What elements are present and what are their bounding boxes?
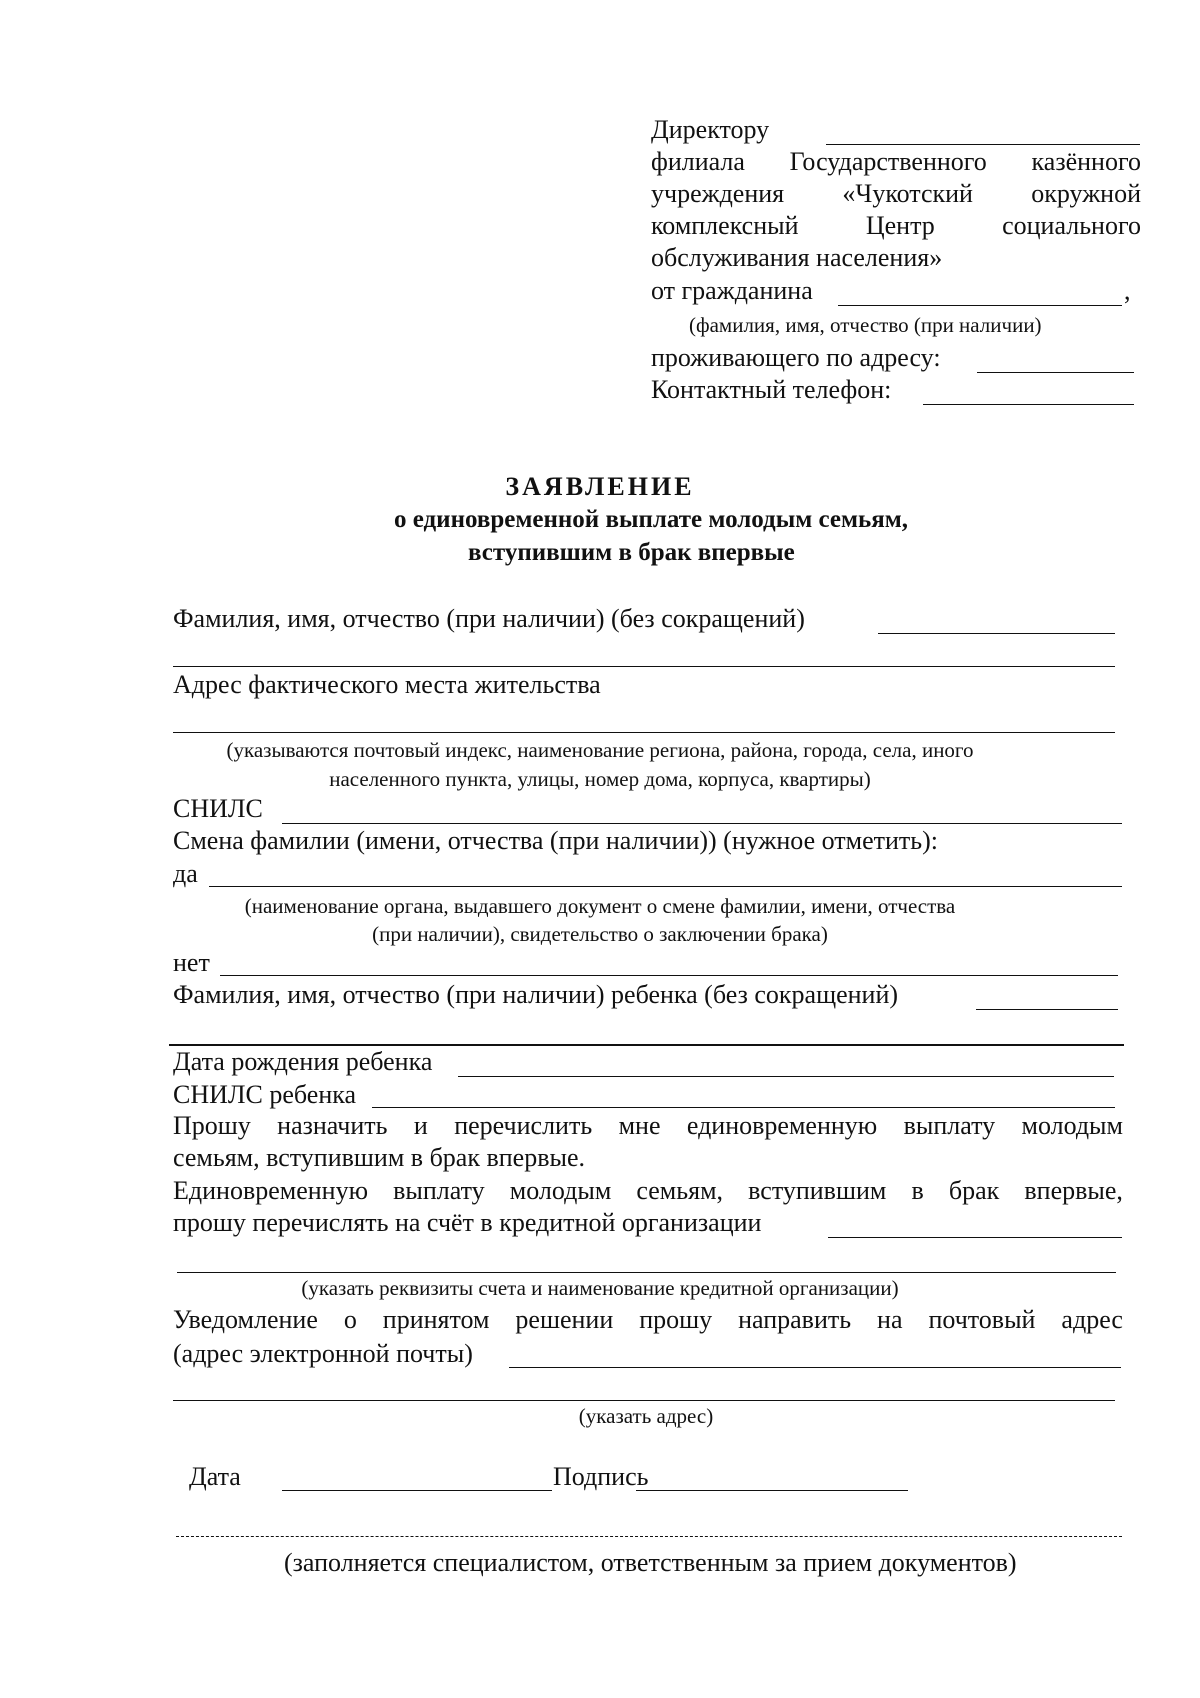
request-line-2: семьям, вступившим в брак впервые. <box>173 1143 585 1172</box>
word: в <box>911 1176 924 1205</box>
child-fio-line-2[interactable] <box>169 1044 1124 1046</box>
word: принятом <box>382 1305 490 1334</box>
applicant-fio-line[interactable] <box>878 633 1115 634</box>
word: семьям, <box>636 1176 724 1205</box>
comma: , <box>1124 276 1131 305</box>
notify-line-2: (адрес электронной почты) <box>173 1339 473 1368</box>
word: социального <box>1002 211 1141 240</box>
child-fio-line[interactable] <box>976 1009 1118 1010</box>
word: выплату <box>393 1176 485 1205</box>
document-title: ЗАЯВЛЕНИЕ <box>505 472 695 501</box>
actual-address-hint-1: (указываются почтовый индекс, наименование региона, района, города, села, иного <box>226 738 974 762</box>
child-birth-label: Дата рождения ребенка <box>173 1047 433 1076</box>
applicant-fio-label: Фамилия, имя, отчество (при наличии) (без сокращений) <box>173 604 805 633</box>
signature-line[interactable] <box>636 1490 908 1491</box>
child-snils-label: СНИЛС ребенка <box>173 1080 357 1109</box>
name-change-hint-2: (при наличии), свидетельство о заключении брака) <box>372 922 828 946</box>
word: перечислить <box>454 1111 593 1140</box>
bank-account-hint: (указать реквизиты счета и наименование кредитной организации) <box>301 1276 899 1300</box>
word: единовременную <box>686 1111 878 1140</box>
word: выплату <box>903 1111 996 1140</box>
from-citizen-label: от гражданина <box>651 276 813 305</box>
word: учреждения <box>651 179 785 208</box>
word: Прошу <box>173 1111 251 1140</box>
word: комплексный <box>651 211 799 240</box>
word: о <box>343 1305 357 1334</box>
word: Центр <box>865 211 935 240</box>
contact-phone-label: Контактный телефон: <box>651 375 892 404</box>
notify-address-line-2[interactable] <box>173 1400 1115 1401</box>
word: молодым <box>509 1176 612 1205</box>
specialist-section-divider <box>176 1536 1122 1537</box>
child-birth-line[interactable] <box>458 1076 1114 1077</box>
word: направить <box>738 1305 852 1334</box>
specialist-note: (заполняется специалистом, ответственным за прием документов) <box>284 1548 1017 1577</box>
residence-address-label: проживающего по адресу: <box>651 343 941 372</box>
actual-address-line[interactable] <box>173 732 1115 733</box>
word: Единовременную <box>173 1176 368 1205</box>
word: решении <box>515 1305 614 1334</box>
name-change-yes-label[interactable]: да <box>173 859 198 888</box>
actual-address-label: Адрес фактического места жительства <box>173 670 601 699</box>
word: «Чукотский <box>842 179 973 208</box>
bank-account-line[interactable] <box>828 1237 1122 1238</box>
citizen-name-hint: (фамилия, имя, отчество (при наличии) <box>689 313 1042 337</box>
word: назначить <box>277 1111 388 1140</box>
citizen-name-line[interactable] <box>838 305 1122 306</box>
date-label: Дата <box>189 1462 241 1491</box>
word: мне <box>618 1111 661 1140</box>
word: впервые, <box>1024 1176 1123 1205</box>
request-line-1 <box>173 1111 1123 1141</box>
addressee-label: Директору <box>651 115 770 144</box>
word: на <box>877 1305 903 1334</box>
transfer-line-1 <box>173 1176 1123 1206</box>
date-line[interactable] <box>282 1490 552 1491</box>
word: казённого <box>1031 147 1141 176</box>
word: окружной <box>1031 179 1141 208</box>
actual-address-hint-2: населенного пункта, улицы, номер дома, корпуса, квартиры) <box>329 767 871 791</box>
residence-address-line[interactable] <box>977 372 1134 373</box>
word: филиала <box>651 147 745 176</box>
applicant-fio-line-2[interactable] <box>173 666 1115 667</box>
name-change-no-label[interactable]: нет <box>173 948 210 977</box>
notify-address-hint: (указать адрес) <box>578 1404 714 1428</box>
word: адрес <box>1061 1305 1123 1334</box>
document-subtitle-1: о единовременной выплате молодым семьям, <box>394 506 909 533</box>
director-name-line[interactable] <box>826 144 1140 145</box>
word: вступившим <box>748 1176 887 1205</box>
word: брак <box>948 1176 1000 1205</box>
signature-label: Подпись <box>553 1462 649 1491</box>
name-change-no-line[interactable] <box>220 975 1118 976</box>
addressee-line-2 <box>651 178 1141 210</box>
word: и <box>413 1111 428 1140</box>
document-subtitle-2: вступившим в брак впервые <box>468 539 795 566</box>
contact-phone-line[interactable] <box>923 404 1134 405</box>
notify-line-1 <box>173 1305 1123 1335</box>
bank-account-line-2[interactable] <box>177 1272 1116 1273</box>
word: почтовый <box>928 1305 1036 1334</box>
name-change-yes-line[interactable] <box>209 886 1122 887</box>
child-snils-line[interactable] <box>372 1107 1115 1108</box>
word: Государственного <box>789 147 987 176</box>
word: Уведомление <box>173 1305 318 1334</box>
word: прошу <box>639 1305 713 1334</box>
transfer-line-2: прошу перечислять на счёт в кредитной организации <box>173 1208 762 1237</box>
snils-label: СНИЛС <box>173 794 263 823</box>
name-change-label: Смена фамилии (имени, отчества (при наличии)) (нужное отметить): <box>173 826 939 855</box>
addressee-line-3 <box>651 210 1141 242</box>
notify-address-line[interactable] <box>509 1367 1121 1368</box>
word: молодым <box>1021 1111 1123 1140</box>
child-fio-label: Фамилия, имя, отчество (при наличии) ребенка (без сокращений) <box>173 980 899 1009</box>
snils-line[interactable] <box>282 823 1122 824</box>
addressee-line-4: обслуживания населения» <box>651 243 943 272</box>
addressee-line-1 <box>651 146 1141 178</box>
name-change-hint-1: (наименование органа, выдавшего документ о смене фамилии, имени, отчества <box>244 894 956 918</box>
